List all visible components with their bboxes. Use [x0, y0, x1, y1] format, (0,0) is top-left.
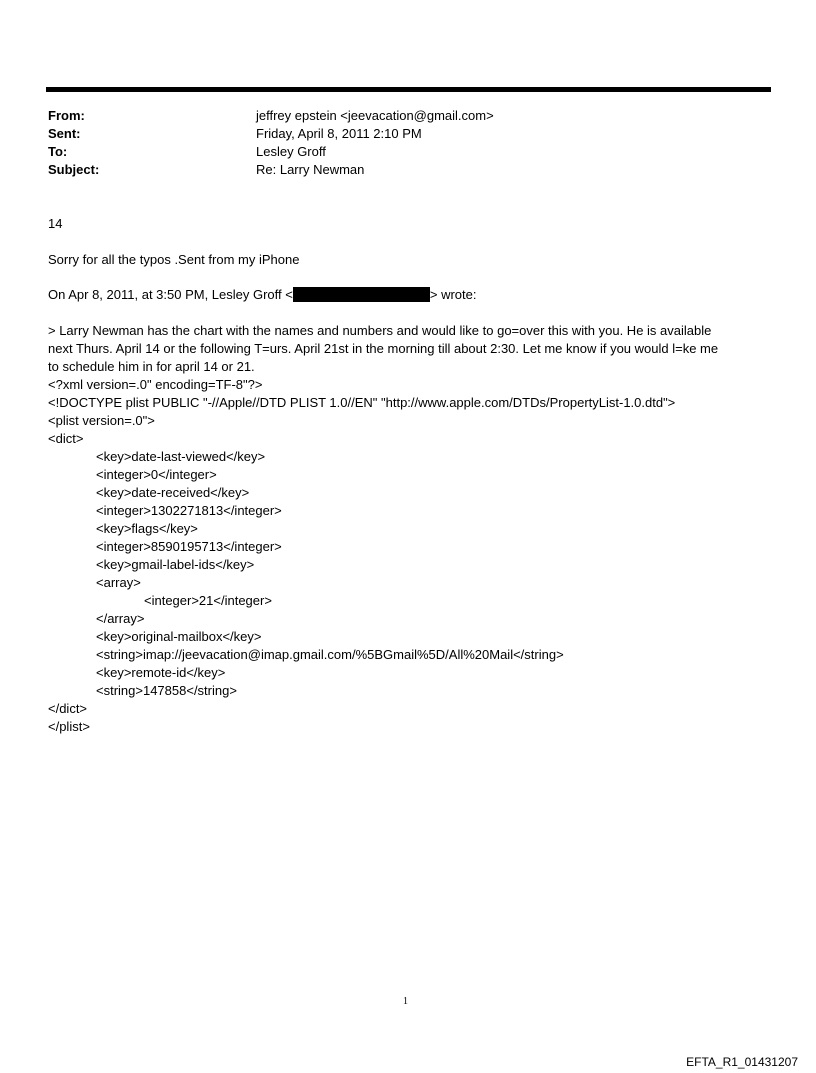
xml-line: <string>147858</string>: [96, 683, 237, 698]
from-label: From:: [48, 108, 85, 123]
page-number: 1: [403, 996, 408, 1007]
on-suffix: > wrote:: [429, 287, 477, 302]
xml-line: </plist>: [48, 719, 90, 734]
sent-label: Sent:: [48, 126, 81, 141]
on-prefix: On Apr 8, 2011, at 3:50 PM, Lesley Groff <: [48, 287, 293, 302]
quote-line: > Larry Newman has the chart with the names and numbers and would like to go=over this with you. He is available: [48, 323, 712, 338]
xml-line: <key>date-last-viewed</key>: [96, 449, 266, 464]
body-on-line: [48, 286, 476, 304]
xml-line: <key>flags</key>: [96, 521, 198, 536]
xml-line: <key>original-mailbox</key>: [96, 629, 262, 644]
to-label: To:: [48, 144, 68, 159]
xml-line: <plist version=.0">: [48, 413, 155, 428]
xml-line: <integer>8590195713</integer>: [96, 539, 282, 554]
xml-line: <key>gmail-label-ids</key>: [96, 557, 255, 572]
document-id: EFTA_R1_01431207: [686, 1055, 798, 1069]
xml-line: <key>remote-id</key>: [96, 665, 226, 680]
redaction-box: [293, 287, 430, 302]
quote-line: next Thurs. April 14 or the following T=urs. April 21st in the morning till about 2:30. Let me know if you would l=ke me: [48, 341, 719, 356]
xml-line: </array>: [96, 611, 145, 626]
xml-line: <key>date-received</key>: [96, 485, 250, 500]
xml-line: <?xml version=.0" encoding=TF-8"?>: [48, 377, 263, 392]
sent-value: Friday, April 8, 2011 2:10 PM: [256, 126, 422, 141]
xml-line: </dict>: [48, 701, 88, 716]
from-value: jeffrey epstein <jeevacation@gmail.com>: [256, 108, 494, 123]
xml-line: <integer>21</integer>: [144, 593, 272, 608]
xml-line: <!DOCTYPE plist PUBLIC "-//Apple//DTD PLIST 1.0//EN" "http://www.apple.com/DTDs/PropertyList-1.0.dtd">: [48, 395, 676, 410]
xml-line: <array>: [96, 575, 141, 590]
xml-line: <string>imap://jeevacation@imap.gmail.com/%5BGmail%5D/All%20Mail</string>: [96, 647, 564, 662]
quote-line: to schedule him in for april 14 or 21.: [48, 359, 255, 374]
header-rule: [46, 87, 771, 92]
xml-line: <integer>1302271813</integer>: [96, 503, 282, 518]
xml-line: <integer>0</integer>: [96, 467, 217, 482]
subject-value: Re: Larry Newman: [256, 162, 365, 177]
xml-line: <dict>: [48, 431, 84, 446]
body-number: 14: [48, 216, 63, 231]
subject-label: Subject:: [48, 162, 100, 177]
to-value: Lesley Groff: [256, 144, 326, 159]
body-sorry-line: Sorry for all the typos .Sent from my iPhone: [48, 252, 300, 267]
